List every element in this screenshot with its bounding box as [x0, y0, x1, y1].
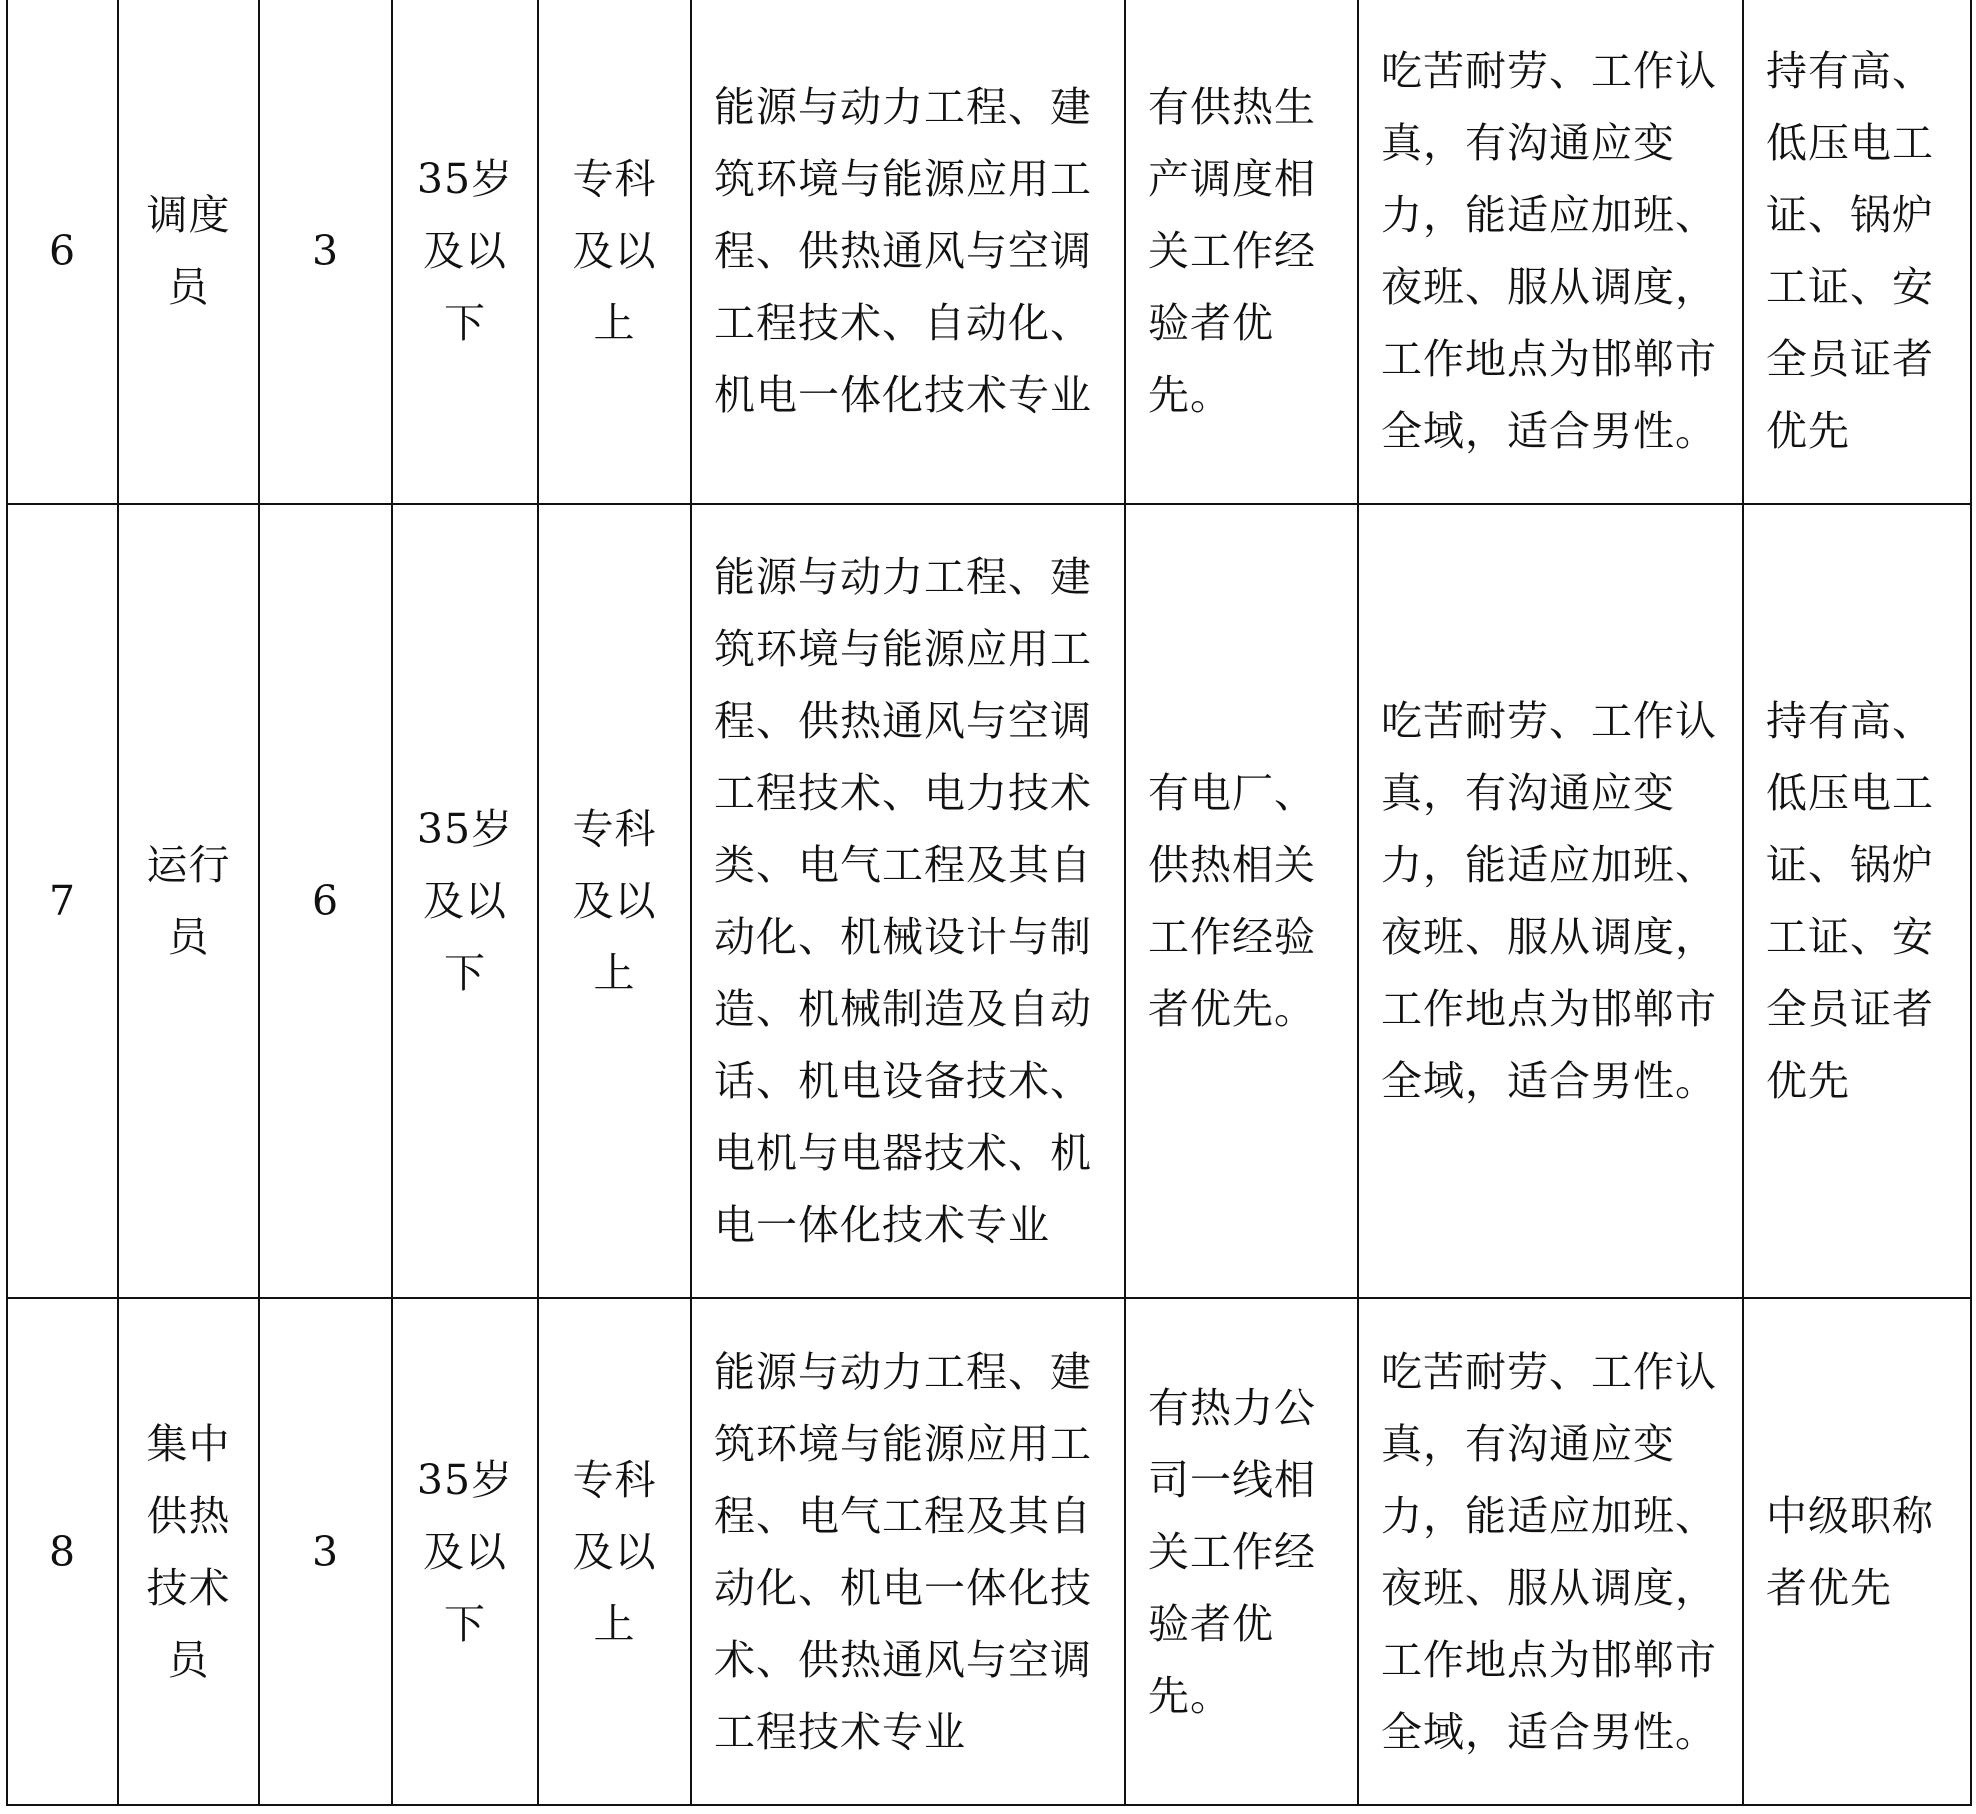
education-cell [538, 504, 691, 1298]
age-cell [392, 504, 538, 1298]
count-cell [259, 1298, 392, 1805]
experience-requirement: 有供热生产调度相关工作经验者优先。 [1148, 83, 1316, 419]
table-row [7, 0, 1971, 504]
certificates-cell [1743, 0, 1971, 504]
position-cell [118, 504, 259, 1298]
hiring-count: 6 [311, 877, 340, 925]
row-index-cell [7, 504, 118, 1298]
certificate-preference: 持有高、低压电工证、锅炉工证、安全员证者优先 [1766, 47, 1934, 455]
row-index: 6 [48, 227, 77, 275]
job-requirements-table [6, 0, 1972, 1806]
position-name: 集中供热技术员 [146, 1419, 231, 1684]
certificates-cell [1743, 504, 1971, 1298]
experience-cell [1125, 504, 1358, 1298]
age-requirement: 35岁及以下 [416, 155, 514, 347]
age-requirement: 35岁及以下 [416, 805, 514, 997]
row-index: 8 [48, 1527, 77, 1576]
age-cell [392, 0, 538, 504]
position-name: 运行员 [146, 841, 231, 961]
position-cell [118, 0, 259, 504]
position-name: 调度员 [146, 191, 231, 311]
count-cell [259, 504, 392, 1298]
age-cell [392, 1298, 538, 1805]
hiring-count: 3 [311, 1527, 340, 1576]
certificate-preference: 中级职称者优先 [1766, 1491, 1934, 1612]
count-cell [259, 0, 392, 504]
education-cell [538, 1298, 691, 1805]
education-requirement: 专科及以上 [572, 1455, 657, 1648]
major-cell [691, 0, 1125, 504]
requirements-cell [1358, 1298, 1743, 1805]
position-cell [118, 1298, 259, 1805]
major-requirement: 能源与动力工程、建筑环境与能源应用工程、电气工程及其自动化、机电一体化技术、供热通风与空调工程技术专业 [714, 1347, 1092, 1756]
requirements-cell [1358, 0, 1743, 504]
requirements-cell [1358, 504, 1743, 1298]
row-index: 7 [48, 877, 77, 925]
major-cell [691, 504, 1125, 1298]
experience-cell [1125, 1298, 1358, 1805]
education-requirement: 专科及以上 [572, 155, 657, 347]
table-row [7, 1298, 1971, 1805]
other-requirements: 吃苦耐劳、工作认真，有沟通应变力，能适应加班、夜班、服从调度，工作地点为邯郸市全域，适合男性。 [1381, 1347, 1717, 1756]
major-requirement: 能源与动力工程、建筑环境与能源应用工程、供热通风与空调工程技术、自动化、机电一体化技术专业 [714, 83, 1092, 419]
age-requirement: 35岁及以下 [416, 1455, 514, 1648]
certificate-preference: 持有高、低压电工证、锅炉工证、安全员证者优先 [1766, 697, 1934, 1105]
row-index-cell [7, 1298, 118, 1805]
experience-cell [1125, 0, 1358, 504]
certificates-cell [1743, 1298, 1971, 1805]
hiring-count: 3 [311, 227, 340, 275]
other-requirements: 吃苦耐劳、工作认真，有沟通应变力，能适应加班、夜班、服从调度，工作地点为邯郸市全域，适合男性。 [1381, 697, 1717, 1105]
row-index-cell [7, 0, 118, 504]
experience-requirement: 有电厂、供热相关工作经验者优先。 [1148, 769, 1316, 1033]
experience-requirement: 有热力公司一线相关工作经验者优先。 [1148, 1383, 1316, 1720]
major-cell [691, 1298, 1125, 1805]
education-requirement: 专科及以上 [572, 805, 657, 997]
education-cell [538, 0, 691, 504]
other-requirements: 吃苦耐劳、工作认真，有沟通应变力，能适应加班、夜班、服从调度，工作地点为邯郸市全域，适合男性。 [1381, 47, 1717, 455]
major-requirement: 能源与动力工程、建筑环境与能源应用工程、供热通风与空调工程技术、电力技术类、电气工程及其自动化、机械设计与制造、机械制造及自动话、机电设备技术、电机与电器技术、机电一体化技术专业 [714, 553, 1092, 1249]
table-row [7, 504, 1971, 1298]
